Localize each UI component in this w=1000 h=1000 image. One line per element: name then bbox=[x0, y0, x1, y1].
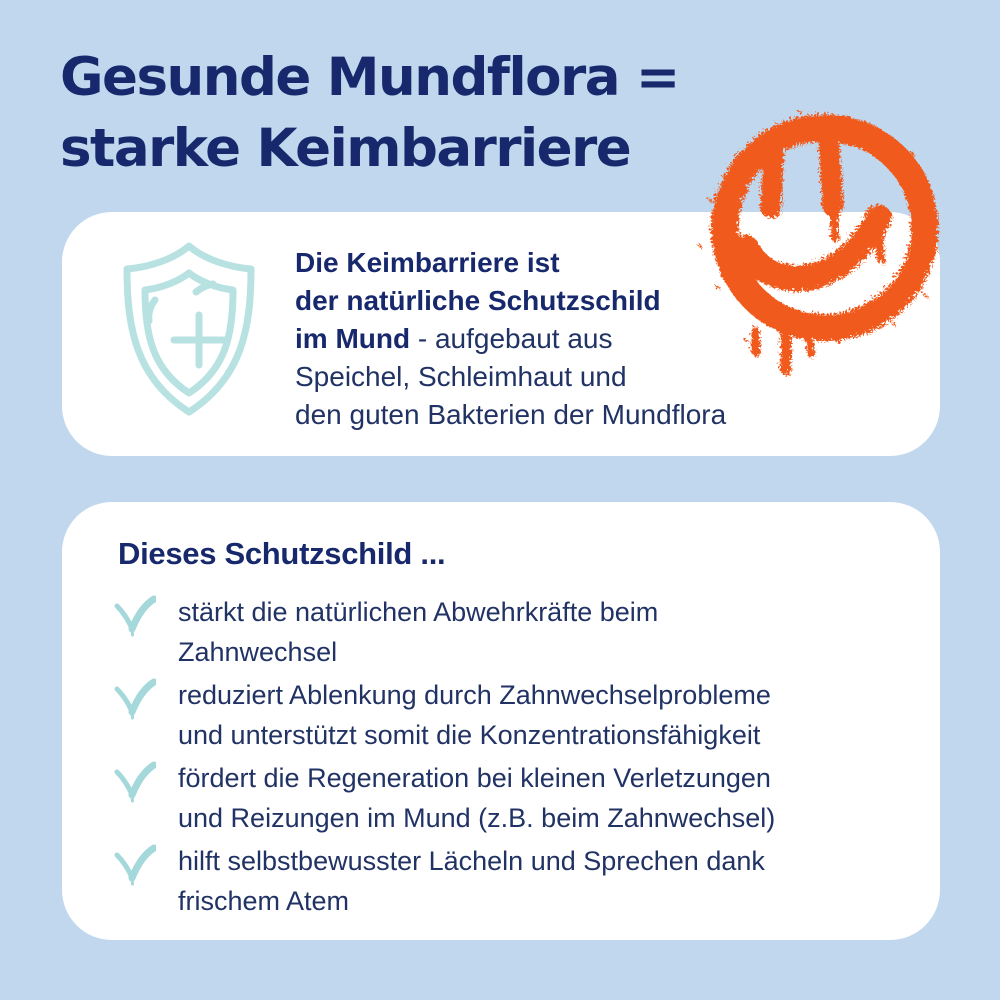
spray-paint-smiley-icon bbox=[686, 94, 976, 394]
benefit-line: reduziert Ablenkung durch Zahnwechselprobleme bbox=[178, 680, 771, 710]
benefit-line: stärkt die natürlichen Abwehrkräfte beim bbox=[178, 597, 659, 627]
benefit-item bbox=[110, 841, 775, 921]
benefits-card bbox=[62, 502, 940, 940]
intro-line-5-regular: den guten Bakterien der Mundflora bbox=[295, 399, 727, 430]
intro-line-3-bold: im Mund bbox=[295, 323, 411, 354]
intro-text bbox=[295, 244, 726, 434]
benefits-list bbox=[110, 592, 775, 921]
benefit-line: und unterstützt somit die Konzentrationsfähigkeit bbox=[178, 720, 761, 750]
benefit-item bbox=[110, 592, 775, 672]
intro-line-4-regular: Speichel, Schleimhaut und bbox=[295, 361, 627, 392]
benefit-text bbox=[178, 675, 771, 755]
intro-line-3-regular: - aufgebaut aus bbox=[410, 323, 613, 354]
benefit-text bbox=[178, 758, 775, 838]
benefit-item bbox=[110, 758, 775, 838]
intro-line-1-bold: Die Keimbarriere ist bbox=[295, 247, 560, 278]
intro-line bbox=[295, 320, 726, 358]
benefit-line: Zahnwechsel bbox=[178, 637, 338, 667]
intro-line bbox=[295, 358, 726, 396]
benefit-line: fördert die Regeneration bei kleinen Verletzungen bbox=[178, 763, 771, 793]
check-icon bbox=[110, 678, 156, 720]
benefit-line: hilft selbstbewusster Lächeln und Sprechen dank bbox=[178, 846, 765, 876]
benefit-line: frischem Atem bbox=[178, 886, 350, 916]
page-title-line-1: Gesunde Mundflora = bbox=[60, 47, 679, 108]
benefit-line: und Reizungen im Mund (z.B. beim Zahnwechsel) bbox=[178, 803, 776, 833]
intro-line bbox=[295, 282, 726, 320]
benefit-text bbox=[178, 592, 658, 672]
shield-plus-icon bbox=[114, 238, 264, 430]
page-title bbox=[60, 42, 679, 184]
check-icon bbox=[110, 595, 156, 637]
intro-line bbox=[295, 244, 726, 282]
page-title-line-2: starke Keimbarriere bbox=[60, 118, 631, 179]
intro-line bbox=[295, 396, 726, 434]
benefit-text bbox=[178, 841, 765, 921]
check-icon bbox=[110, 844, 156, 886]
check-icon bbox=[110, 761, 156, 803]
benefit-item bbox=[110, 675, 775, 755]
intro-line-2-bold: der natürliche Schutzschild bbox=[295, 285, 661, 316]
benefits-heading: Dieses Schutzschild ... bbox=[118, 536, 446, 571]
